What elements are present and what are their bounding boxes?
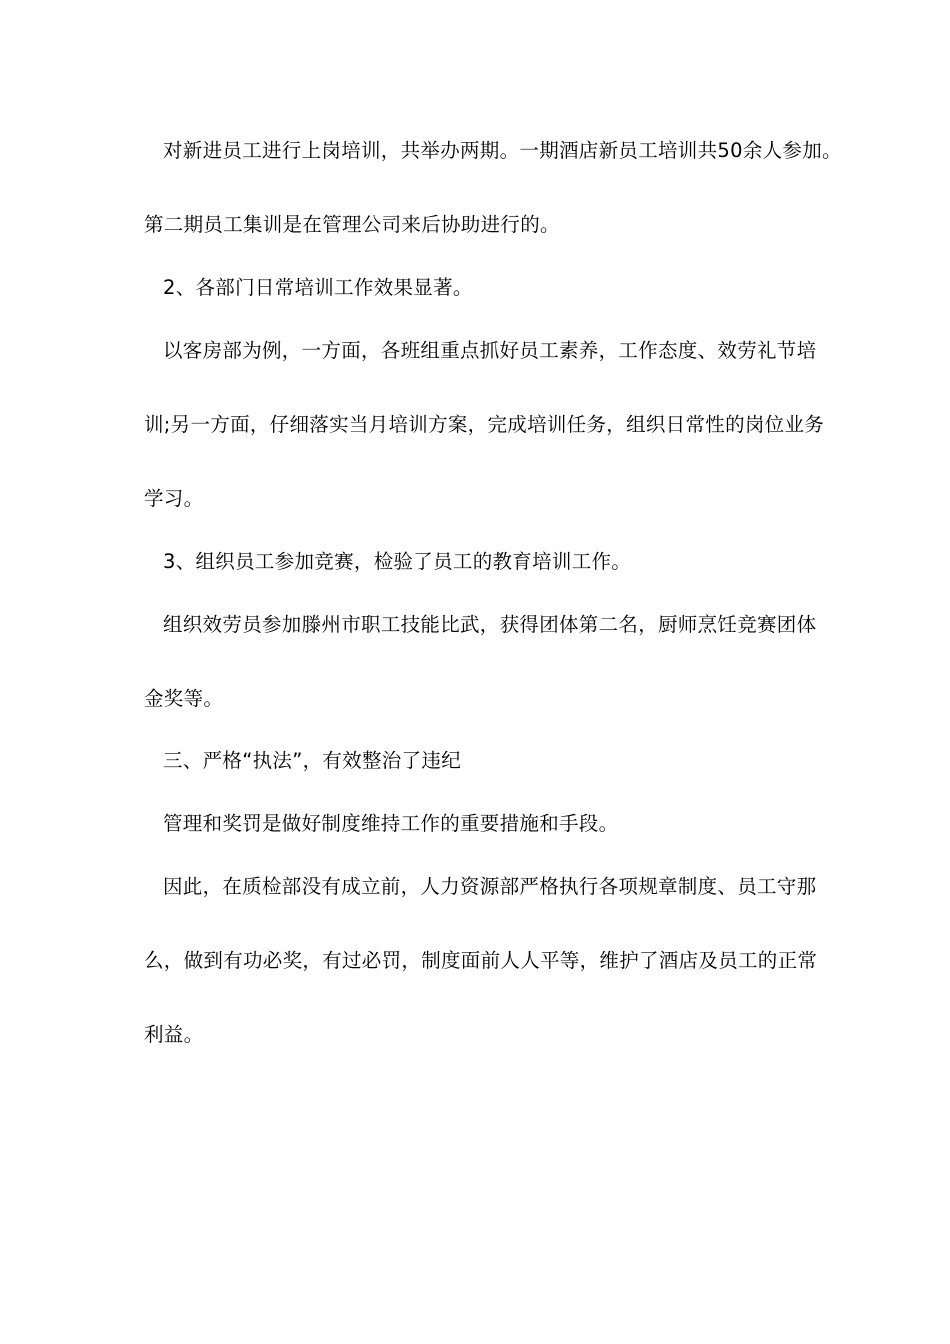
paragraph-line: 对新进员工进行上岗培训，共举办两期。一期酒店新员工培训共50余人参加。 — [163, 139, 842, 162]
section-heading: 2、各部门日常培训工作效果显著。 — [163, 276, 473, 299]
paragraph-line: 学习。 — [144, 487, 204, 510]
paragraph-line: 训;另一方面，仔细落实当月培训方案，完成培训任务，组织日常性的岗位业务 — [144, 413, 825, 436]
paragraph-line: 以客房部为例，一方面，各班组重点抓好员工素养，工作态度、效劳礼节培 — [163, 339, 817, 362]
paragraph-line: 因此，在质检部没有成立前，人力资源部严格执行各项规章制度、员工守那 — [163, 875, 817, 898]
paragraph-line: 组织效劳员参加滕州市职工技能比武，获得团体第二名，厨师烹饪竞赛团体 — [163, 613, 817, 636]
paragraph-line: 管理和奖罚是做好制度维持工作的重要措施和手段。 — [163, 812, 619, 835]
paragraph-line: 金奖等。 — [144, 687, 224, 710]
section-heading: 3、组织员工参加竞赛，检验了员工的教育培训工作。 — [163, 550, 632, 573]
paragraph-line: 么，做到有功必奖，有过必罚，制度面前人人平等，维护了酒店及员工的正常 — [144, 949, 818, 972]
paragraph-line: 第二期员工集训是在管理公司来后协助进行的。 — [144, 213, 560, 236]
section-heading: 三、严格“执法”，有效整治了违纪 — [163, 749, 462, 772]
paragraph-line: 利益。 — [144, 1023, 204, 1046]
